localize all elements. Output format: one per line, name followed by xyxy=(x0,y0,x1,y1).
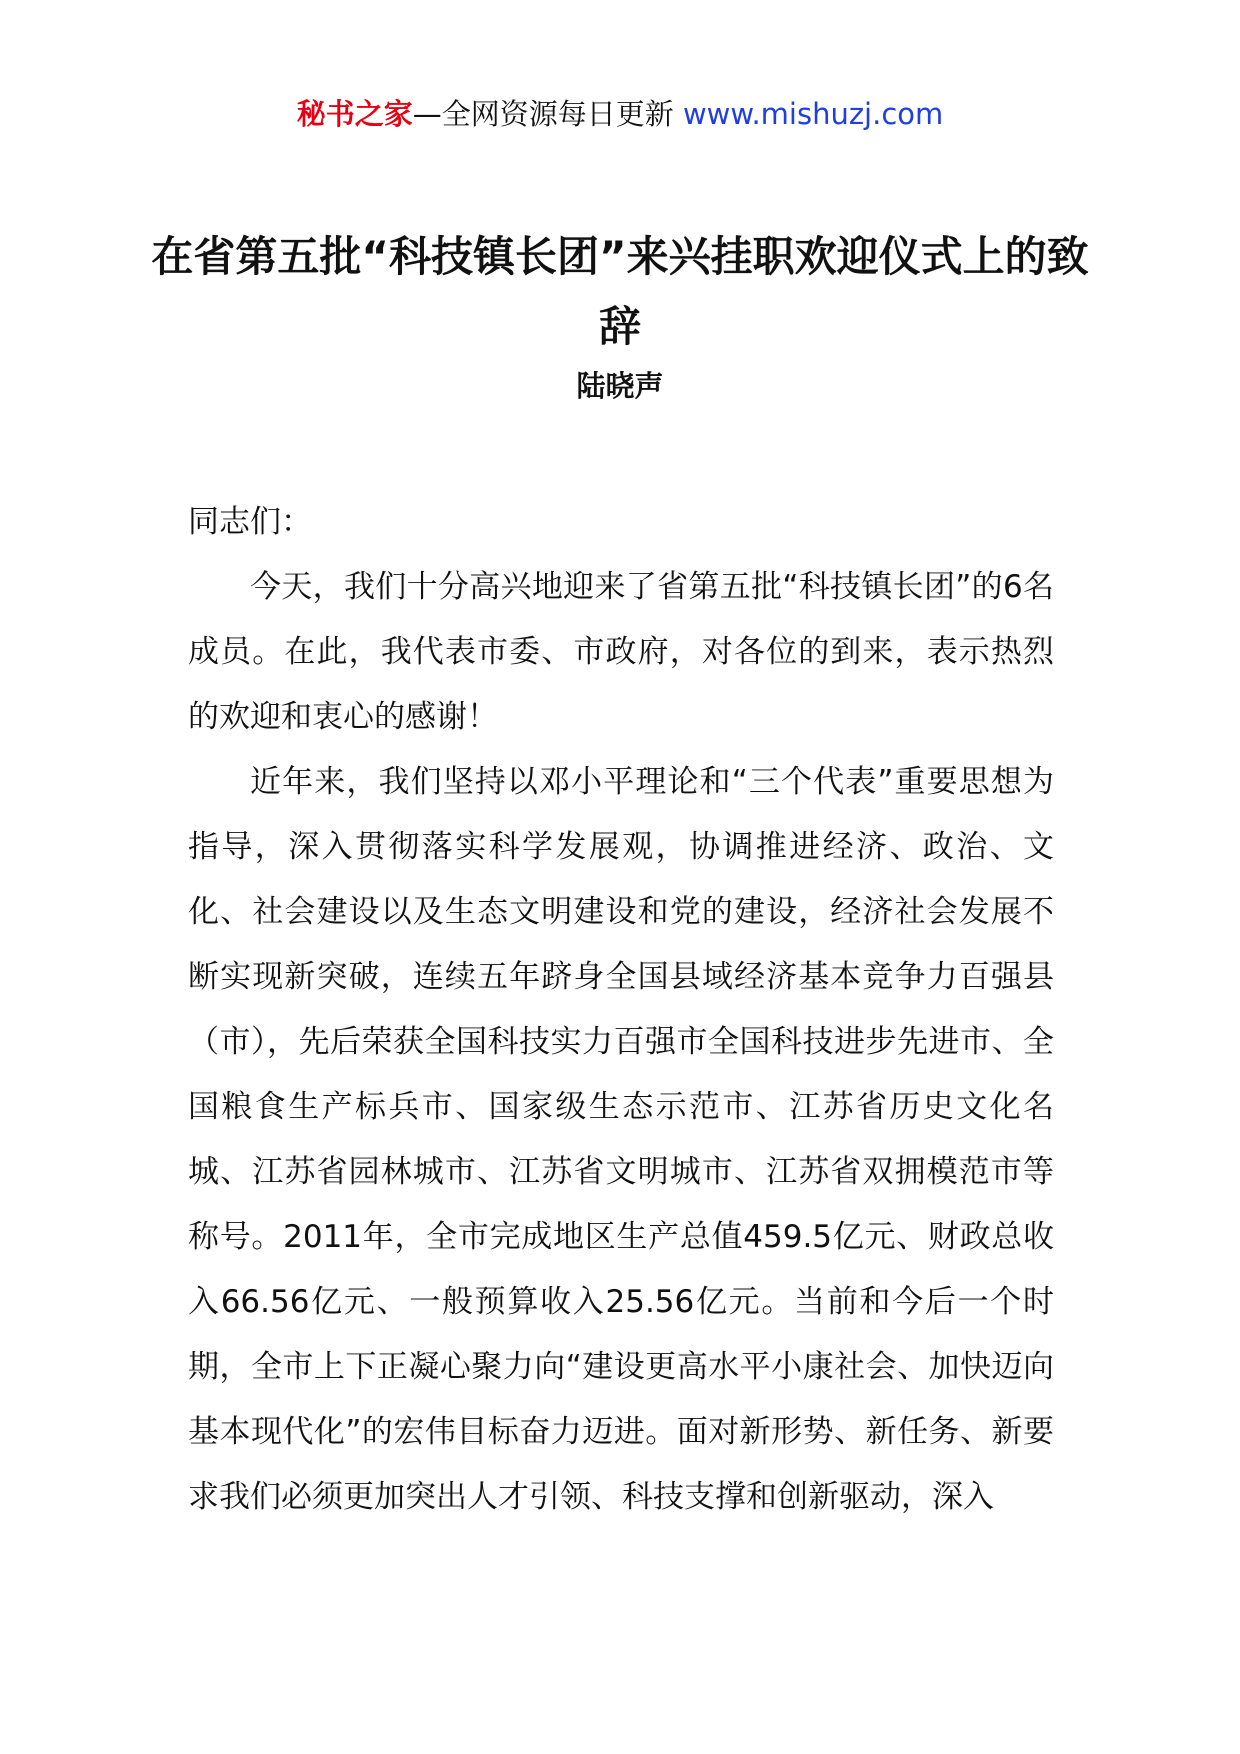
document-body xyxy=(188,490,1054,1530)
paragraph: 近年来，我们坚持以邓小平理论和“三个代表”重要思想为指导，深入贯彻落实科学发展观，协调推进经济、政治、文化、社会建设以及生态文明建设和党的建设，经济社会发展不断实现新突破，连续五年跻身全国县域经济基本竞争力百强县（市），先后荣获全国科技实力百强市全国科技进步先进市、全国粮食生产标兵市、国家级生态示范市、江苏省历史文化名城、江苏省园林城市、江苏省文明城市、江苏省双拥模范市等称号。2011年，全市完成地区生产总值459.5亿元、财政总收入66.56亿元、一般预算收入25.56亿元。当前和今后一个时期，全市上下正凝心聚力向“建设更高水平小康社会、加快迈向基本现代化”的宏伟目标奋力迈进。面对新形势、新任务、新要求我们必须更加突出人才引领、科技支撑和创新驱动，深入 xyxy=(188,764,1054,1515)
site-header xyxy=(0,92,1240,136)
salutation: 同志们： xyxy=(188,504,312,540)
site-brand: 秘书之家 xyxy=(296,97,413,131)
site-slogan: —全网资源每日更新 xyxy=(412,97,674,131)
document-title: 在省第五批“科技镇长团”来兴挂职欢迎仪式上的致辞 xyxy=(151,232,1089,351)
document-author: 陆晓声 xyxy=(576,369,664,403)
site-url-link[interactable]: www.mishuzj.com xyxy=(682,97,944,131)
paragraph: 今天，我们十分高兴地迎来了省第五批“科技镇长团”的6名成员。在此，我代表市委、市政府，对各位的到来，表示热烈的欢迎和衷心的感谢！ xyxy=(188,569,1054,735)
